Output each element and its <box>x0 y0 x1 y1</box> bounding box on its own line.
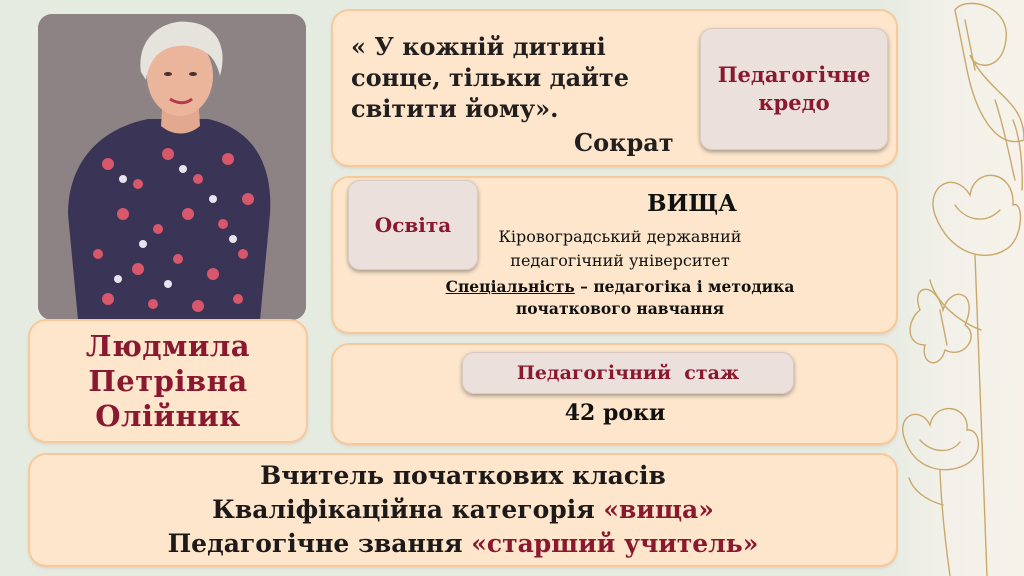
flower-large <box>933 175 1020 255</box>
patronymic: Петрівна <box>88 363 248 398</box>
credo-author: Сократ <box>574 128 674 157</box>
university-line-2: педагогічний університет <box>510 251 730 270</box>
first-name: Людмила <box>85 328 251 363</box>
category-label: Кваліфікаційна категорія <box>212 495 604 524</box>
specialty-value: – педагогіка і методика <box>574 277 795 296</box>
credo-label-text: Педагогічне кредо <box>717 62 871 115</box>
credo-quote <box>351 31 691 124</box>
education-degree: ВИЩА <box>647 190 737 217</box>
portrait-illustration <box>38 14 306 320</box>
experience-label-text: Педагогічний стаж <box>516 362 740 384</box>
education-label-text: Освіта <box>374 213 452 237</box>
credo-quote-line: світити йому». <box>351 94 559 123</box>
experience-value: 42 роки <box>564 400 666 426</box>
summary-card <box>30 455 896 565</box>
rank-value: «старший учитель» <box>471 529 759 558</box>
specialty-label: Спеціальність <box>445 277 575 296</box>
rank-label: Педагогічне звання <box>167 529 472 558</box>
last-name: Олійник <box>95 398 241 433</box>
specialty-line-2: початкового навчання <box>515 299 725 318</box>
university-line-1: Кіровоградський державний <box>498 227 742 246</box>
name-card <box>30 321 306 441</box>
category-value: «вища» <box>603 495 714 524</box>
specialty-line-1 <box>410 276 830 297</box>
credo-quote-line: сонце, тільки дайте <box>351 63 630 92</box>
qualification-category <box>212 493 714 527</box>
credo-label <box>700 28 888 150</box>
flower-lower <box>903 409 979 470</box>
floral-decoration <box>895 0 1024 576</box>
portrait-photo <box>38 14 306 320</box>
credo-quote-line: « У кожній дитині <box>351 32 606 61</box>
pedagogical-rank <box>168 527 759 561</box>
experience-label <box>462 352 794 394</box>
position-title: Вчитель початкових класів <box>260 461 666 490</box>
